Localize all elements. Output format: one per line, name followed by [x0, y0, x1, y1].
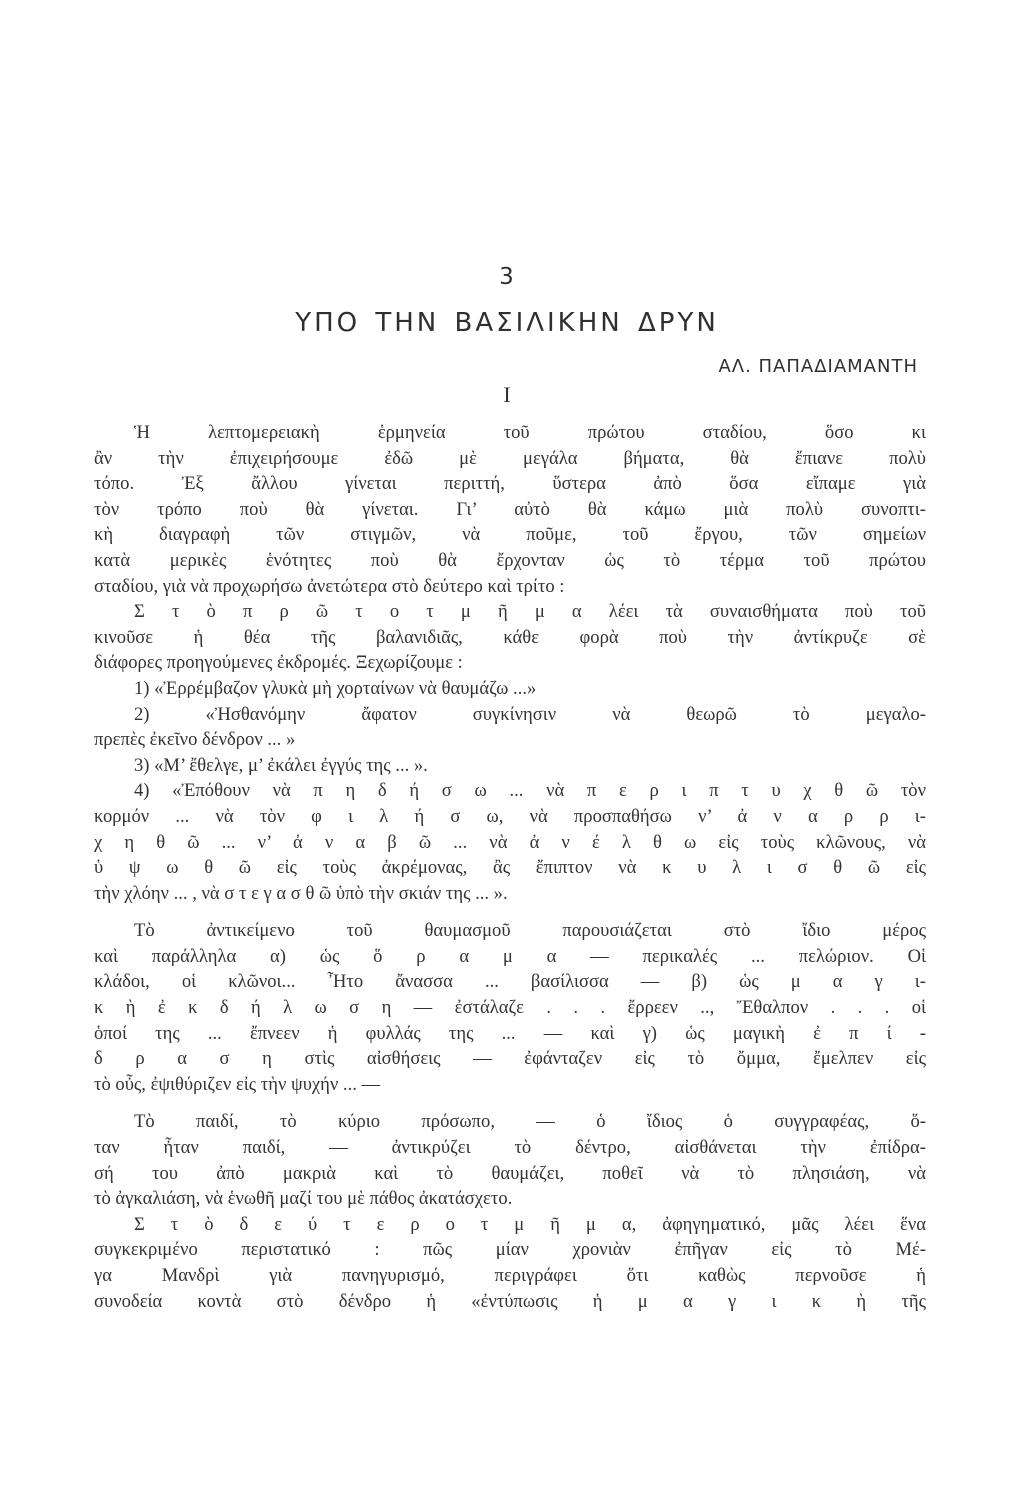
section-numeral: I [503, 382, 511, 407]
text-line: διάφορες προηγούμενες ἐκδρομές. Ξεχωρίζουμε : [94, 652, 463, 674]
author-name: ΑΛ. ΠΑΠΑΔΙΑΜΑΝΤΗ [718, 356, 918, 377]
text-line: 3) «Μ’ ἔθελγε, μ’ ἐκάλει ἐγγύς της ... ». [134, 754, 428, 776]
body-text [94, 420, 926, 1314]
text-line: δ ρ α σ η στὶς αἰσθήσεις — ἐφάνταζεν εἰς τὸ ὄμμα, ἔμελπεν εἰς [94, 1048, 926, 1070]
text-line: Τὸ ἀντικείμενο τοῦ θαυμασμοῦ παρουσιάζεται στὸ ἴδιο μέρος [134, 920, 926, 942]
text-line: κορμόν ... νὰ τὸν φ ι λ ή σ ω, νὰ προσπαθήσω ν’ ἀ ν α ρ ρ ι- [94, 805, 926, 827]
text-line: τόπο. Ἐξ ἄλλου γίνεται περιττή, ὕστερα ἀπὸ ὅσα εἴπαμε γιὰ [94, 473, 926, 495]
text-line: συνοδεία κοντὰ στὸ δένδρο ἡ «ἐντύπωσις ἡ μ α γ ι κ ὴ τῆς [94, 1290, 926, 1312]
text-line: Σ τ ὸ δ ε ύ τ ε ρ ο τ μ ῆ μ α, ἀφηγηματικό, μᾶς λέει ἕνα [134, 1213, 926, 1235]
text-line: ταν ἦταν παιδί, — ἀντικρύζει τὸ δέντρο, αἰσθάνεται τὴν ἐπίδρα- [94, 1137, 926, 1159]
paragraph [94, 1109, 926, 1211]
text-line: Σ τ ὸ π ρ ῶ τ ο τ μ ῆ μ α λέει τὰ συναισθήματα ποὺ τοῦ [134, 601, 926, 623]
text-line: τὸ οὖς, ἐψιθύριζεν εἰς τὴν ψυχήν ... — [94, 1073, 381, 1095]
paragraph [94, 599, 926, 676]
text-line: κλάδοι, οἱ κλῶνοι... Ἦτο ἄνασσα ... βασίλισσα — β) ὡς μ α γ ι- [94, 971, 926, 993]
chapter-title: ΥΠΟ ΤΗΝ ΒΑΣΙΛΙΚΗΝ ΔΡΥΝ [295, 308, 719, 338]
text-line: τὴν χλόην ... , νὰ σ τ ε γ α σ θ ῶ ὑπὸ τὴν σκιάν της ... ». [94, 882, 508, 904]
text-line: 1) «Ἐρρέμβαζον γλυκὰ μὴ χορταίνων νὰ θαυμάζω ...» [134, 677, 537, 699]
text-line: 2) «Ἠσθανόμην ἄφατον συγκίνησιν νὰ θεωρῶ τὸ μεγαλο- [134, 703, 926, 725]
text-line: ἂν τὴν ἐπιχειρήσουμε ἐδῶ μὲ μεγάλα βήματα, θὰ ἔπιανε πολὺ [94, 447, 926, 469]
text-line: τὸ ἀγκαλιάση, νὰ ἑνωθῆ μαζί του μὲ πάθος ἀκατάσχετο. [94, 1188, 513, 1210]
paragraph [94, 753, 926, 779]
text-line: πρεπὲς ἐκεῖνο δένδρον ... » [94, 729, 296, 751]
text-line: σή του ἀπὸ μακριὰ καὶ τὸ θαυμάζει, ποθεῖ νὰ τὸ πλησιάση, νὰ [94, 1162, 926, 1184]
text-line: συγκεκριμένο περιστατικό : πῶς μίαν χρονιὰν ἐπῆγαν εἰς τὸ Μέ- [94, 1239, 926, 1261]
paragraph [94, 918, 926, 1097]
text-line: ὁποί της ... ἔπνεεν ἡ φυλλάς της ... — καὶ γ) ὡς μαγικὴ ἐ π ί - [94, 1022, 926, 1044]
text-line: γα Μανδρὶ γιὰ πανηγυρισμό, περιγράφει ὅτι καθὼς περνοῦσε ἡ [94, 1265, 926, 1286]
text-line: κινοῦσε ἡ θέα τῆς βαλανιδιᾶς, κάθε φορὰ ποὺ τὴν ἀντίκρυζε σὲ [94, 626, 926, 648]
text-line: κὴ διαγραφὴ τῶν στιγμῶν, νὰ ποῦμε, τοῦ ἔργου, τῶν σημείων [94, 524, 926, 546]
text-line: τὸν τρόπο ποὺ θὰ γίνεται. Γι’ αὐτὸ θὰ κάμω μιὰ πολὺ συνοπτι- [94, 498, 926, 520]
text-line: καὶ παράλληλα α) ὡς ὅ ρ α μ α — περικαλές ... πελώριον. Οἱ [94, 945, 926, 967]
text-line: κ ὴ ἐ κ δ ή λ ω σ η — ἐστάλαζε . . . ἔρρεεν .., Ἔθαλπον . . . οἱ [94, 997, 926, 1019]
text-line: 4) «Ἐπόθουν νὰ π η δ ή σ ω ... νὰ π ε ρ ι π τ υ χ θ ῶ τὸν [134, 780, 926, 802]
text-line: ὑ ψ ω θ ῶ εἰς τοὺς ἀκρέμονας, ἂς ἔπιπτον νὰ κ υ λ ι σ θ ῶ εἰς [94, 857, 926, 879]
text-line: κατὰ μερικὲς ἑνότητες ποὺ θὰ ἔρχονταν ὡς τὸ τέρμα τοῦ πρώτου [94, 549, 926, 571]
paragraph [94, 702, 926, 753]
paragraph [94, 420, 926, 599]
paragraph [94, 1212, 926, 1314]
text-line: σταδίου, γιὰ νὰ προχωρήσω ἀνετώτερα στὸ δεύτερο καὶ τρίτο : [94, 575, 565, 597]
text-line: Τὸ παιδί, τὸ κύριο πρόσωπο, — ὁ ἴδιος ὁ συγγραφέας, ὅ- [134, 1111, 926, 1133]
paragraph [94, 778, 926, 906]
paragraph [94, 676, 926, 702]
text-line: Ἡ λεπτομερειακὴ ἑρμηνεία τοῦ πρώτου σταδίου, ὅσο κι [134, 422, 926, 443]
chapter-number: 3 [499, 264, 515, 290]
text-line: χ η θ ῶ ... ν’ ἀ ν α β ῶ ... νὰ ἀ ν έ λ θ ω εἰς τοὺς κλῶνους, νὰ [94, 831, 926, 853]
